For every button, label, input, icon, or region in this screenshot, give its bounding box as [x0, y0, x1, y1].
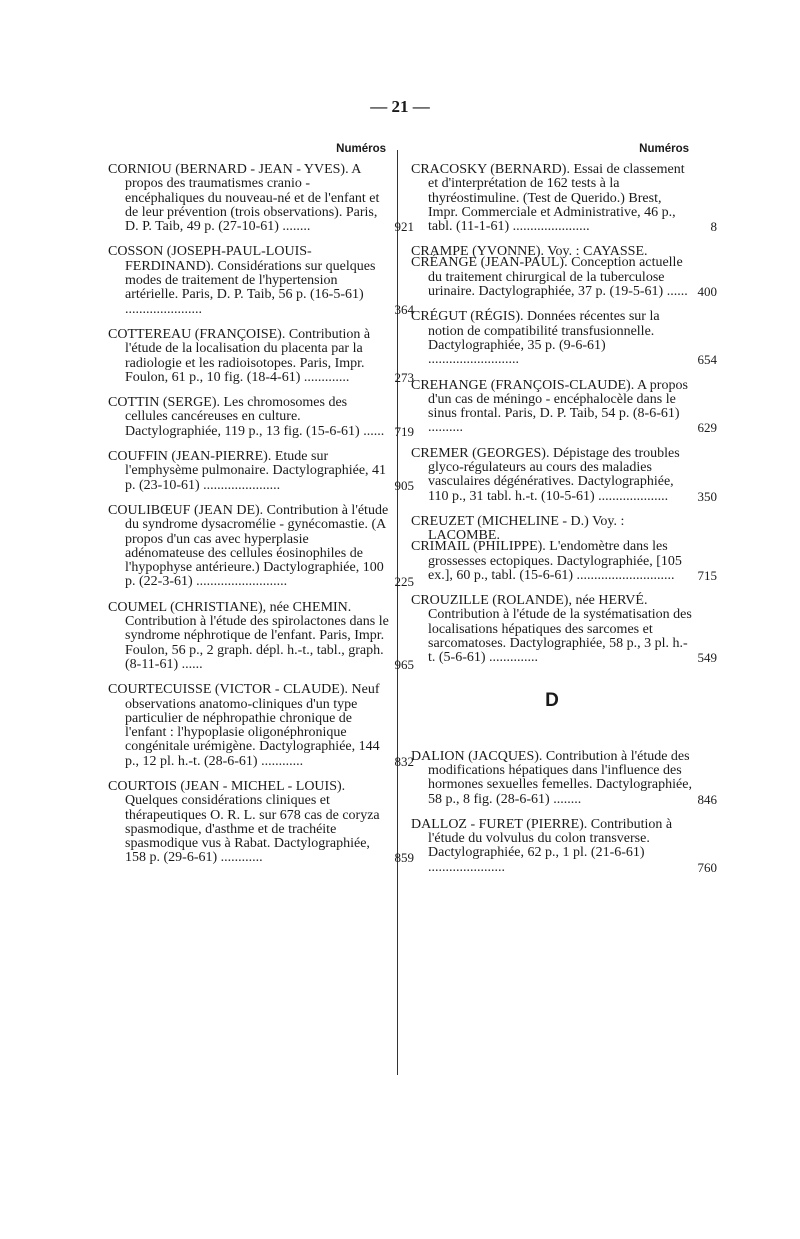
bibliography-entry: [108, 502, 414, 590]
right-column: [411, 143, 717, 886]
entry-text: CROUZILLE (ROLANDE), née HERVÉ. Contribution à l'étude de la systématisation des localisations hépatiques des sarcomes et sarcomatoses. Dactylographiée, 58 p., 3 pl. h.-t. (5-6-61) ..............: [411, 593, 692, 666]
left-entries: [108, 162, 414, 866]
page-number: — 21 —: [370, 97, 430, 116]
bibliography-entry: [411, 445, 717, 504]
bibliography-entry: [108, 395, 414, 439]
entry-text: DALLOZ - FURET (PIERRE). Contribution à l'étude du volvulus du colon transverse. Dactylographiée, 62 p., 1 pl. (21-6-61) ......................: [411, 816, 673, 875]
bibliography-entry: [411, 255, 717, 300]
entry-number: 832: [394, 753, 414, 769]
bibliography-entry: [108, 682, 414, 769]
bibliography-entry: [411, 377, 717, 436]
bibliography-entry: [411, 748, 717, 807]
bibliography-entry: [108, 449, 414, 493]
entry-text: CRACOSKY (BERNARD). Essai de classement et d'interprétation de 162 tests à la thyréostimuline. (Test de Querido.) Brest, Impr. Commerciale et Administrative, 46 p., tabl. (11-1-61) ......................: [411, 162, 685, 235]
entry-number: 350: [697, 488, 717, 504]
entry-number: 654: [697, 352, 717, 368]
bibliography-entry: [411, 539, 717, 583]
column-header-numeros: Numéros: [336, 143, 386, 155]
entry-text: COURTOIS (JEAN - MICHEL - LOUIS). Quelques considérations cliniques et thérapeutiques O. R. L. sur 678 cas de coryza spasmodique, d'asthme et de trachéite spasmodique vus à Rabat. Dactylographiée, 158 p. (29-6-61) ............: [108, 778, 380, 866]
entry-number: 715: [697, 567, 717, 583]
entry-text: CRÉANGE (JEAN-PAUL). Conception actuelle du traitement chirurgical de la tuberculose urinaire. Dactylographiée, 37 p. (19-5-61) ......: [411, 255, 688, 300]
entry-text: CREHANGE (FRANÇOIS-CLAUDE). A propos d'un cas de méningo - encéphalocèle dans le sinus frontal. Paris, D. P. Taib, 54 p. (8-6-61) ..........: [411, 377, 688, 436]
entry-number: 273: [394, 369, 414, 385]
entry-text: CRAMPE (YVONNE). Voy. : CAYASSE.: [411, 244, 648, 260]
bibliography-entry: [411, 513, 693, 544]
entry-text: COUMEL (CHRISTIANE), née CHEMIN. Contribution à l'étude des spirolactones dans le syndrome néphrotique de l'enfant. Paris, Impr. Foulon, 56 p., 2 graph. dépl. h.-t., tabl., graph. (8-11-61) ......: [108, 599, 389, 672]
entry-number: 905: [394, 477, 414, 493]
entry-text: COSSON (JOSEPH-PAUL-LOUIS-FERDINAND). Considérations sur quelques modes de traitement de l'hypertension artérielle. Paris, D. P. Taib, 56 p. (16-5-61) ......................: [108, 244, 376, 317]
entry-text: CRÉGUT (RÉGIS). Données récentes sur la notion de compatibilité transfusionnelle. Dactylographiée, 35 p. (9-6-61) ..........................: [411, 309, 660, 368]
bibliography-entry: [411, 309, 717, 368]
entry-number: 921: [394, 219, 414, 235]
entry-text: COTTIN (SERGE). Les chromosomes des cellules cancéreuses en culture. Dactylographiée, 119 p., 13 fig. (15-6-61) ......: [108, 395, 385, 439]
entry-number: 549: [697, 650, 717, 666]
entry-text: COTTEREAU (FRANÇOISE). Contribution à l'étude de la localisation du placenta par la radiologie et les radioisotopes. Paris, Impr. Foulon, 61 p., 10 fig. (18-4-61) .............: [108, 326, 371, 385]
bibliography-entry: [108, 244, 414, 317]
entry-text: CORNIOU (BERNARD - JEAN - YVES). A propos des traumatismes cranio - encéphaliques du nouveau-né et de l'enfant et de leur prévention (trois observations). Paris, D. P. Taib, 49 p. (27-10-61) ........: [108, 162, 380, 235]
bibliography-entry: [411, 162, 717, 235]
bibliography-entry: [411, 593, 717, 666]
entry-number: 364: [394, 301, 414, 317]
bibliography-entry: [108, 162, 414, 235]
entry-text: DALION (JACQUES). Contribution à l'étude des modifications hépatiques dans l'influence des hormones sexuelles femelles. Dactylographiée, 58 p., 8 fig. (28-6-61) ........: [411, 748, 692, 807]
entry-number: 965: [394, 656, 414, 672]
entry-number: 400: [697, 284, 717, 300]
bibliography-entry: [411, 816, 717, 875]
bibliography-entry: [108, 778, 414, 866]
entry-text: CREUZET (MICHELINE - D.) Voy. : LACOMBE.: [411, 513, 625, 544]
right-entries-after: [411, 748, 717, 875]
entry-text: CRIMAIL (PHILIPPE). L'endomètre dans les grossesses ectopiques. Dactylographiée, [105 ex.], 60 p., tabl. (15-6-61) ............................: [411, 539, 682, 583]
entry-number: 629: [697, 420, 717, 436]
bibliography-entry: [108, 599, 414, 672]
entry-text: COURTECUISSE (VICTOR - CLAUDE). Neuf observations anatomo-cliniques d'un type particulier de néphropathie chronique de l'enfant : l'hypoplasie oligonéphronique congénitale urémigène. Dactylographiée, 144 p., 12 pl. h.-t. (28-6-61) ............: [108, 682, 380, 769]
left-column: [108, 143, 414, 877]
column-header-numeros: Numéros: [639, 143, 689, 155]
entry-text: CREMER (GEORGES). Dépistage des troubles glyco-régulateurs au cours des maladies vasculaires dégénératives. Dactylographiée, 110 p., 31 tabl. h.-t. (10-5-61) ....................: [411, 445, 680, 504]
entry-number: 760: [697, 859, 717, 875]
entry-number: 225: [394, 574, 414, 590]
entry-text: COUFFIN (JEAN-PIERRE). Etude sur l'emphysème pulmonaire. Dactylographiée, 41 p. (23-10-61) ......................: [108, 449, 387, 493]
section-letter-d: D: [545, 689, 559, 711]
bibliography-entry: [108, 326, 414, 385]
right-entries: [411, 162, 717, 666]
column-divider: [397, 150, 398, 1075]
entry-text: COULIBŒUF (JEAN DE). Contribution à l'étude du syndrome dysacromélie - gynécomastie. (A propos d'un cas avec hyperplasie adénomateuse des cellules éosinophiles de l'hypophyse antérieure.) Dactylographiée, 100 p. (22-3-61) ..........................: [108, 502, 389, 590]
entry-number: 719: [394, 423, 414, 439]
entry-number: 8: [710, 219, 717, 235]
entry-number: 859: [394, 850, 414, 866]
entry-number: 846: [697, 791, 717, 807]
